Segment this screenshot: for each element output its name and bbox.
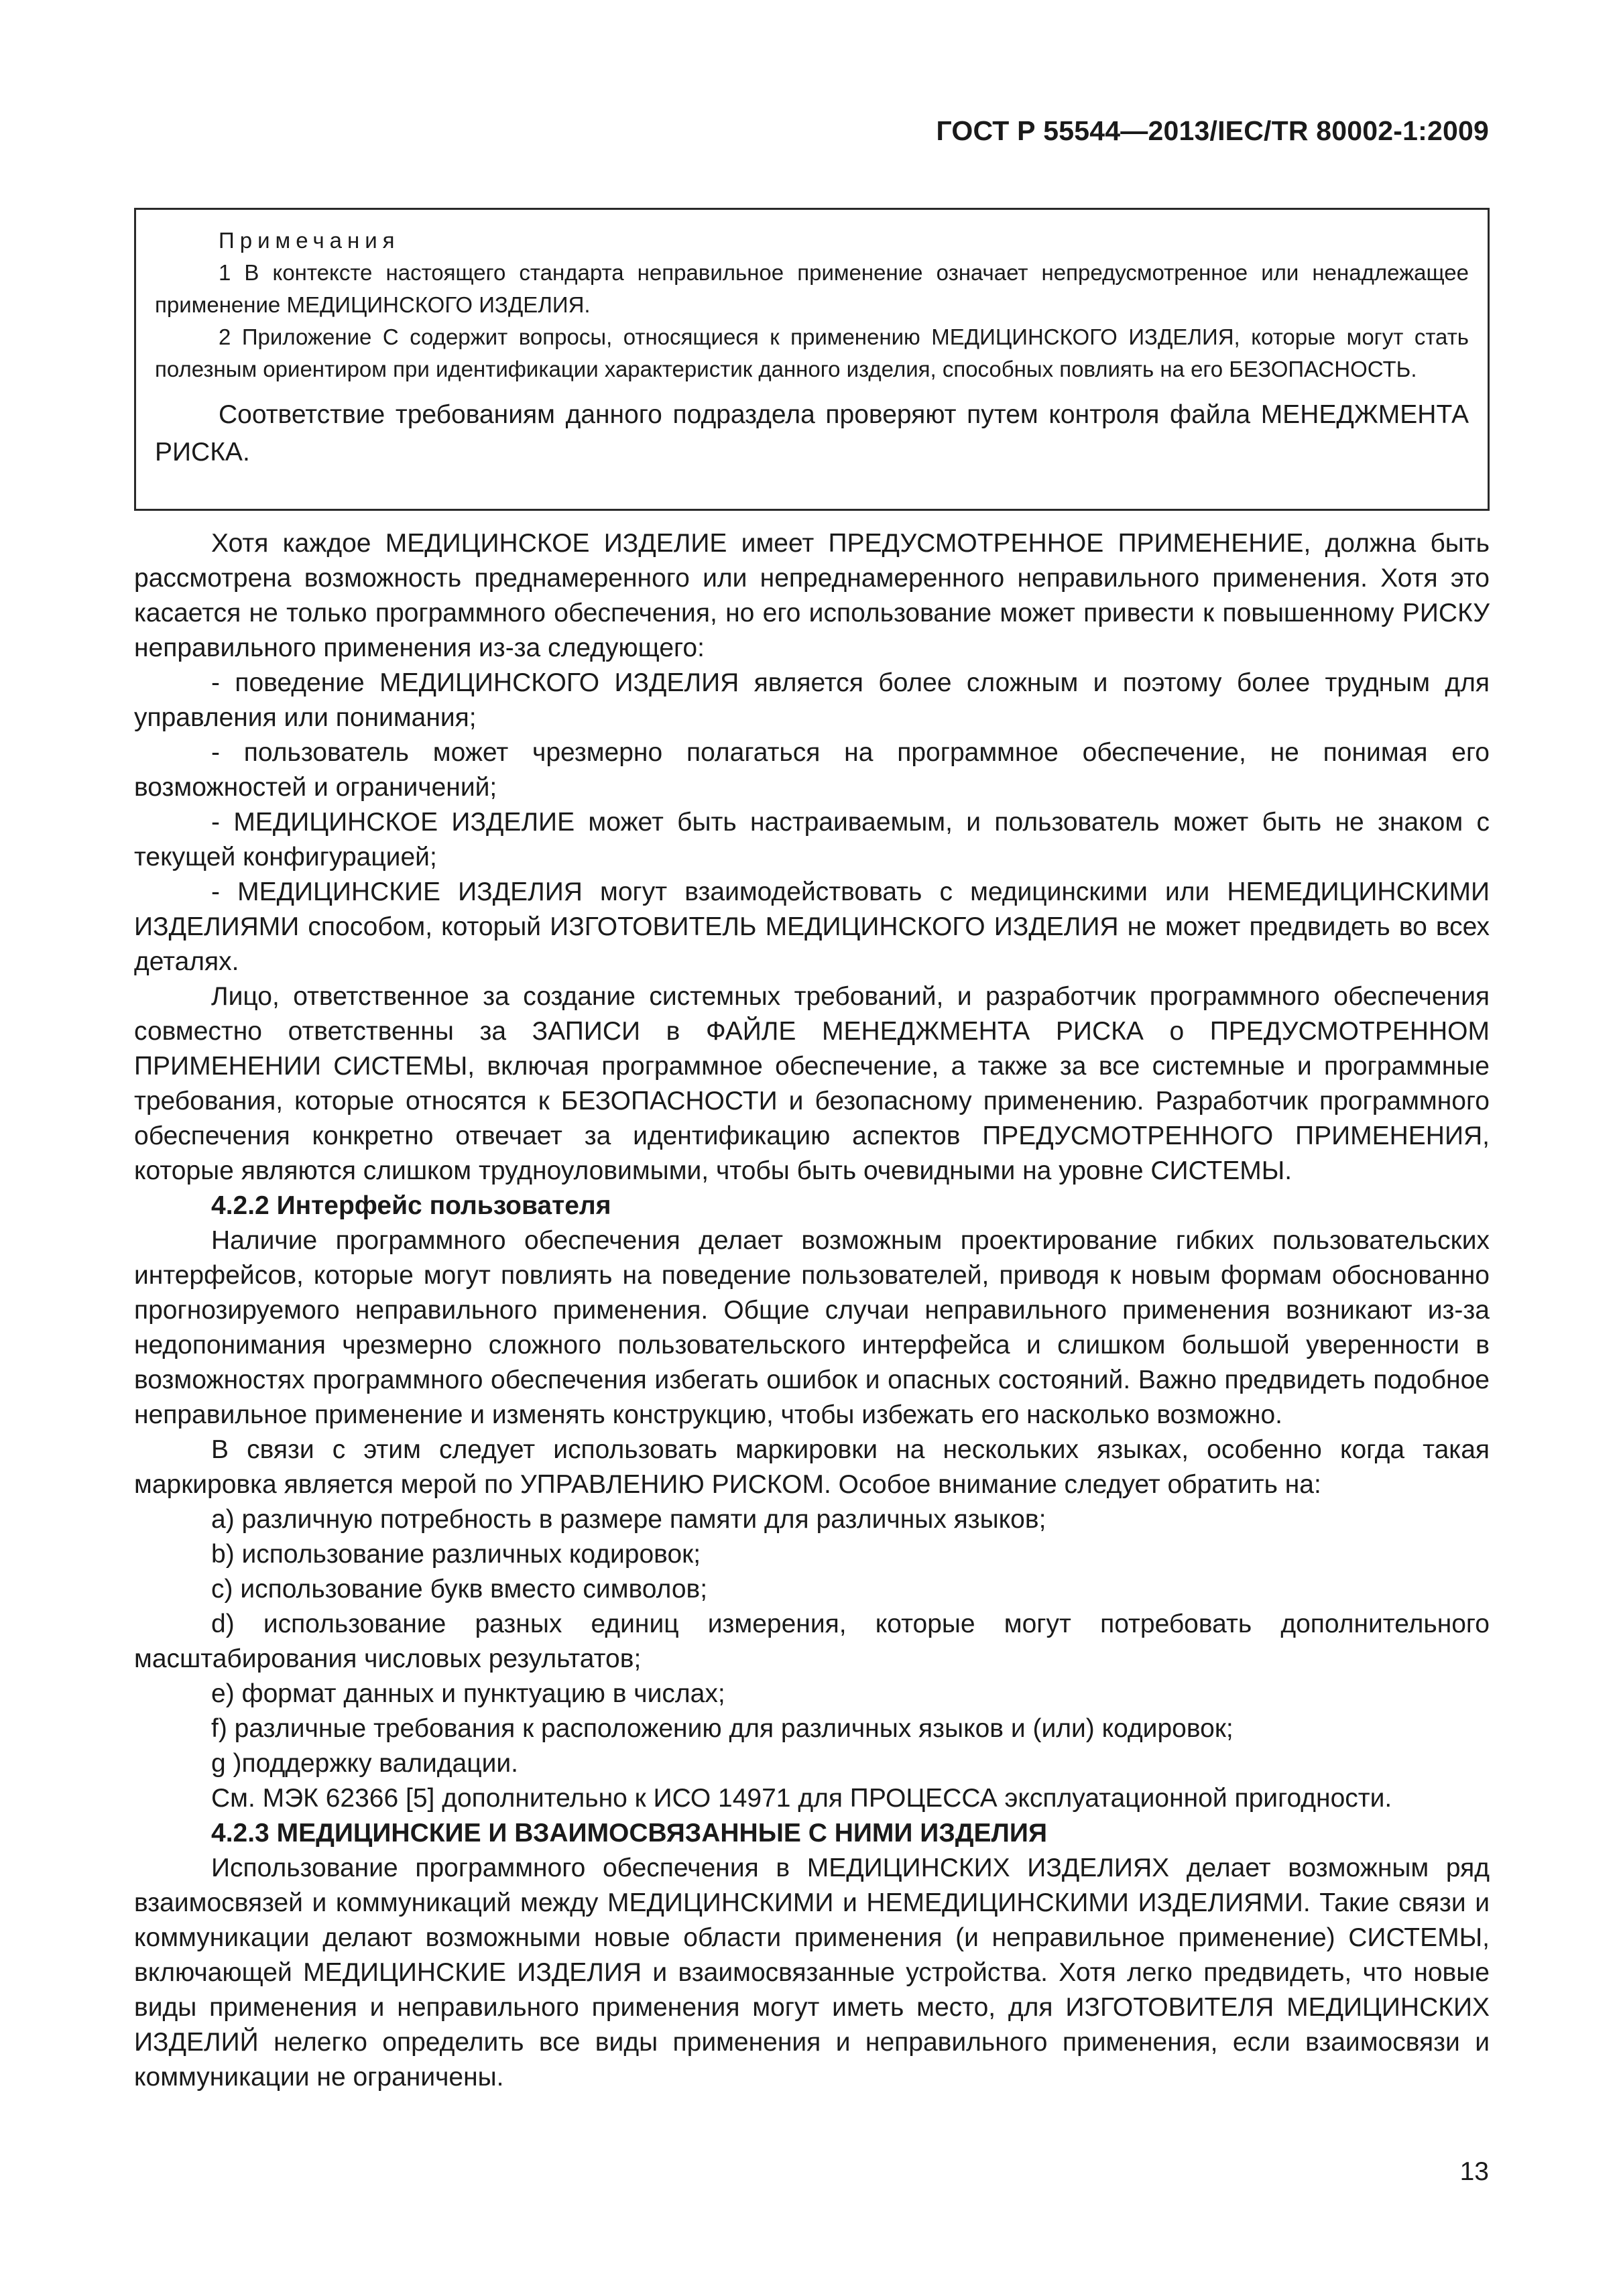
paragraph-see-also: См. МЭК 62366 [5] дополнительно к ИСО 14971 для ПРОЦЕССА эксплуатационной пригодности. bbox=[211, 1784, 1392, 1813]
paragraph-interconnected: Использование программного обеспечения в МЕДИЦИНСКИХ ИЗДЕЛИЯХ делает возможным ряд взаимосвязей и коммуникаций между МЕДИЦИНСКИМИ и НЕМЕДИЦИНСКИМИ ИЗДЕЛИЯМИ. Такие связи и коммуникации делают возможными новые области применения (и неправильное применение) СИСТЕМЫ, включающей МЕДИЦИНСКИЕ ИЗДЕЛИЯ и взаимосвязанные устройства. Хотя легко предвидеть, что новые виды применения и неправильного применения могут иметь место, для ИЗГОТОВИТЕЛЯ МЕДИЦИНСКИХ ИЗДЕЛИЙ нелегко определить все виды применения и неправильного применения, если взаимосвязи и коммуникации не ограничены. bbox=[134, 1854, 1490, 2092]
document-code-header: ГОСТ Р 55544—2013/IEC/TR 80002-1:2009 bbox=[936, 115, 1489, 146]
compliance-statement: Соответствие требованиям данного подраздела проверяют путем контроля файла МЕНЕДЖМЕНТА РИСКА. bbox=[155, 400, 1469, 467]
paragraph-responsibility: Лицо, ответственное за создание системных требований, и разработчик программного обеспечения совместно ответственны за ЗАПИСИ в ФАЙЛЕ МЕНЕДЖМЕНТА РИСКА о ПРЕДУСМОТРЕННОМ ПРИМЕНЕНИИ СИСТЕМЫ, включая программное обеспечение, а также за все системные и программные требования, которые относятся к БЕЗОПАСНОСТИ и безопасному применению. Разработчик программного обеспечения конкретно отвечает за идентификацию аспектов ПРЕДУСМОТРЕННОГО ПРИМЕНЕНИЯ, которые являются слишком трудноуловимыми, чтобы быть очевидными на уровне СИСТЕМЫ. bbox=[134, 982, 1490, 1185]
note-1: 1 В контексте настоящего стандарта неправильное применение означает непредусмотренное или ненадлежащее применение МЕДИЦИНСКОГО ИЗДЕЛИЯ. bbox=[155, 260, 1469, 317]
bullet-item: - МЕДИЦИНСКОЕ ИЗДЕЛИЕ может быть настраиваемым, и пользователь может быть не знаком с текущей конфигурацией; bbox=[134, 808, 1490, 871]
list-item-e: e) формат данных и пунктуацию в числах; bbox=[211, 1679, 725, 1708]
list-item-b: b) использование различных кодировок; bbox=[211, 1540, 701, 1569]
notes-title: Примечания bbox=[219, 228, 400, 253]
bullet-item: - МЕДИЦИНСКИЕ ИЗДЕЛИЯ могут взаимодействовать с медицинскими или НЕМЕДИЦИНСКИМИ ИЗДЕЛИЯМИ способом, который ИЗГОТОВИТЕЛЬ МЕДИЦИНСКОГО ИЗДЕЛИЯ не может предвидеть во всех деталях. bbox=[134, 878, 1490, 976]
section-heading-4-2-3: 4.2.3 МЕДИЦИНСКИЕ И ВЗАИМОСВЯЗАННЫЕ С НИМИ ИЗДЕЛИЯ bbox=[211, 1819, 1047, 1848]
paragraph-intro: Хотя каждое МЕДИЦИНСКОЕ ИЗДЕЛИЕ имеет ПРЕДУСМОТРЕННОЕ ПРИМЕНЕНИЕ, должна быть рассмотрена возможность преднамеренного или непреднамеренного неправильного применения. Хотя это касается не только программного обеспечения, но его использование может привести к повышенному РИСКУ неправильного применения из-за следующего: bbox=[134, 529, 1490, 662]
paragraph-user-interface: Наличие программного обеспечения делает возможным проектирование гибких пользовательских интерфейсов, которые могут повлиять на поведение пользователей, приводя к новым формам обоснованно прогнозируемого неправильного применения. Общие случаи неправильного применения возникают из-за недопонимания чрезмерно сложного пользовательского интерфейса и слишком большой уверенности в возможностях программного обеспечения избегать ошибок и опасных состояний. Важно предвидеть подобное неправильное применение и изменять конструкцию, чтобы избежать его насколько возможно. bbox=[134, 1226, 1490, 1429]
paragraph-labelling: В связи с этим следует использовать маркировки на нескольких языках, особенно когда такая маркировка является мерой по УПРАВЛЕНИЮ РИСКОМ. Особое внимание следует обратить на: bbox=[134, 1435, 1490, 1499]
list-item-c: c) использование букв вместо символов; bbox=[211, 1575, 708, 1604]
bullet-item: - поведение МЕДИЦИНСКОГО ИЗДЕЛИЯ является более сложным и поэтому более трудным для управления или понимания; bbox=[134, 668, 1490, 732]
bullet-item: - пользователь может чрезмерно полагаться на программное обеспечение, не понимая его возможностей и ограничений; bbox=[134, 738, 1490, 802]
page-number: 13 bbox=[1459, 2157, 1489, 2186]
list-item-f: f) различные требования к расположению для различных языков и (или) кодировок; bbox=[211, 1714, 1234, 1743]
notes-box bbox=[134, 208, 1490, 511]
list-item-g: g )поддержку валидации. bbox=[211, 1749, 518, 1778]
list-item-d: d) использование разных единиц измерения, которые могут потребовать дополнительного масштабирования числовых результатов; bbox=[134, 1610, 1490, 1673]
main-text bbox=[134, 526, 1490, 2095]
section-heading-4-2-2: 4.2.2 Интерфейс пользователя bbox=[211, 1191, 611, 1220]
list-item-a: a) различную потребность в размере памяти для различных языков; bbox=[211, 1505, 1046, 1534]
note-2: 2 Приложение С содержит вопросы, относящиеся к применению МЕДИЦИНСКОГО ИЗДЕЛИЯ, которые могут стать полезным ориентиром при идентификации характеристик данного изделия, способных повлиять на его БЕЗОПАСНОСТЬ. bbox=[155, 324, 1469, 381]
